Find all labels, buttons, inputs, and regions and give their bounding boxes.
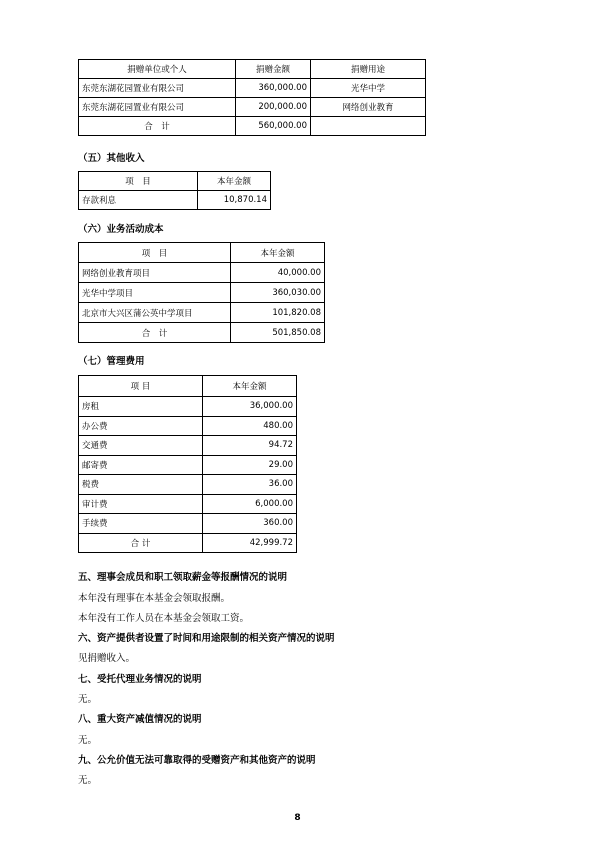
cell-item: 房租	[79, 397, 203, 417]
header-amount: 本年金额	[198, 172, 271, 191]
cell-amount: 360.00	[203, 514, 297, 534]
note6-line1: 见捐赠收入。	[78, 653, 136, 664]
note9-title: 九、公允价值无法可靠取得的受赠资产和其他资产的说明	[78, 755, 316, 766]
total-row	[79, 117, 426, 136]
cell-amount: 200,000.00	[236, 98, 311, 117]
header-amount: 捐赠金额	[236, 60, 311, 79]
header-amount: 本年金额	[231, 243, 325, 263]
cell-amount: 29.00	[203, 455, 297, 475]
cell-donor: 东莞东湖花园置业有限公司	[79, 79, 236, 98]
donation-table	[78, 59, 426, 136]
cell-amount: 36,000.00	[203, 397, 297, 417]
note8-line1: 无。	[78, 735, 98, 746]
total-label: 合 计	[79, 533, 203, 553]
other-income-table	[78, 171, 271, 210]
cell-amount: 36.00	[203, 475, 297, 495]
total-label: 合 计	[79, 117, 236, 136]
cell-amount: 480.00	[203, 416, 297, 436]
cell-item: 网络创业教育项目	[79, 263, 231, 283]
header-donor: 捐赠单位或个人	[79, 60, 236, 79]
cell-amount: 360,030.00	[231, 283, 325, 303]
cell-purpose: 光华中学	[311, 79, 426, 98]
note6-title: 六、资产提供者设置了时间和用途限制的相关资产情况的说明	[78, 633, 335, 644]
cell-donor: 东莞东湖花园置业有限公司	[79, 98, 236, 117]
cell-item: 办公费	[79, 416, 203, 436]
table-row	[79, 98, 426, 117]
admin-expense-table	[78, 375, 297, 553]
table-row	[79, 455, 297, 475]
table-row	[79, 263, 325, 283]
page-number: 8	[294, 813, 301, 823]
total-label: 合 计	[79, 323, 231, 343]
note5-line1: 本年没有理事在本基金会领取报酬。	[78, 593, 231, 604]
header-item: 项 目	[79, 243, 231, 263]
cell-amount: 94.72	[203, 436, 297, 456]
cell-item: 存款利息	[79, 191, 198, 210]
note9-line1: 无。	[78, 775, 98, 786]
table-row	[79, 514, 297, 534]
table-row	[79, 303, 325, 323]
cell-item: 交通费	[79, 436, 203, 456]
cell-item: 邮寄费	[79, 455, 203, 475]
note8-title: 八、重大资产减值情况的说明	[78, 714, 202, 725]
table-row	[79, 436, 297, 456]
table-row	[79, 416, 297, 436]
header-purpose: 捐赠用途	[311, 60, 426, 79]
cell-item: 手续费	[79, 514, 203, 534]
cell-item: 税费	[79, 475, 203, 495]
table-row	[79, 494, 297, 514]
cell-purpose: 网络创业教育	[311, 98, 426, 117]
cell-amount: 360,000.00	[236, 79, 311, 98]
cell-amount: 10,870.14	[198, 191, 271, 210]
table-row	[79, 475, 297, 495]
cell-item: 光华中学项目	[79, 283, 231, 303]
section6-title: （六）业务活动成本	[78, 224, 164, 235]
section5-title: （五）其他收入	[78, 153, 145, 164]
header-item: 项 目	[79, 172, 198, 191]
total-empty	[311, 117, 426, 136]
activity-cost-table	[78, 242, 325, 343]
note7-title: 七、受托代理业务情况的说明	[78, 674, 202, 685]
cell-item: 审计费	[79, 494, 203, 514]
table-row	[79, 79, 426, 98]
header-item: 项 目	[79, 376, 203, 397]
note7-line1: 无。	[78, 694, 98, 705]
cell-amount: 6,000.00	[203, 494, 297, 514]
total-amount: 501,850.08	[231, 323, 325, 343]
cell-amount: 101,820.08	[231, 303, 325, 323]
total-amount: 42,999.72	[203, 533, 297, 553]
cell-item: 北京市大兴区蒲公英中学项目	[79, 303, 231, 323]
cell-amount: 40,000.00	[231, 263, 325, 283]
header-amount: 本年金额	[203, 376, 297, 397]
section7-title: （七）管理费用	[78, 356, 145, 367]
table-row	[79, 397, 297, 417]
table-row	[79, 283, 325, 303]
note5-line2: 本年没有工作人员在本基金会领取工资。	[78, 613, 250, 624]
table-row	[79, 191, 271, 210]
total-row	[79, 533, 297, 553]
note5-title: 五、理事会成员和职工领取薪金等报酬情况的说明	[78, 572, 288, 583]
total-row	[79, 323, 325, 343]
total-amount: 560,000.00	[236, 117, 311, 136]
